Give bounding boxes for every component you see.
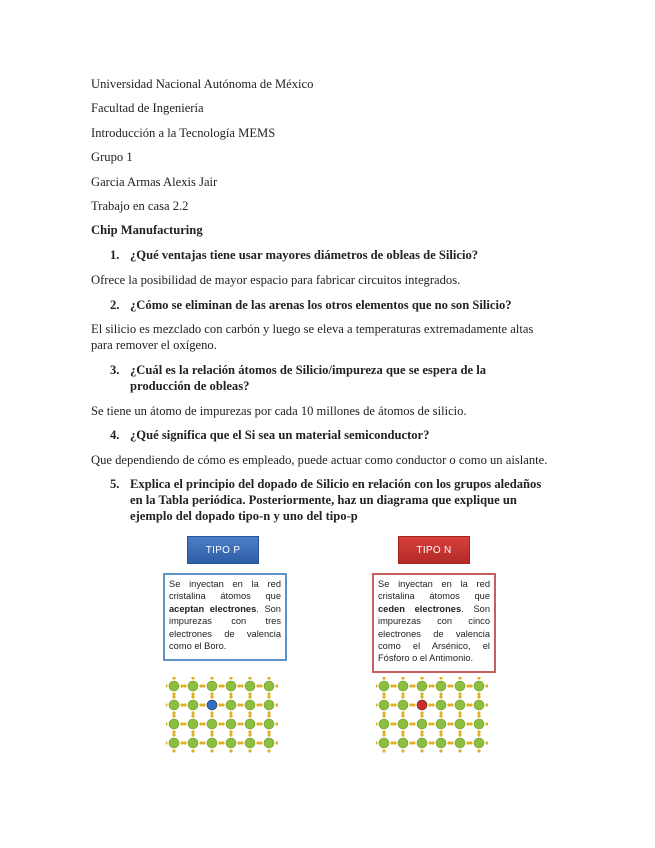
n-lattice-silicon-atom xyxy=(455,681,465,691)
p-lattice-silicon-atom xyxy=(169,700,179,710)
n-lattice-electron xyxy=(412,703,415,706)
n-type-lattice xyxy=(376,677,488,755)
p-lattice-silicon-atom xyxy=(188,719,198,729)
answer-2 xyxy=(91,321,561,353)
n-lattice-electron xyxy=(458,714,461,717)
n-lattice-silicon-atom xyxy=(379,738,389,748)
answer-text: Se tiene un átomo de impurezas por cada 10 millones de átomos de silicio. xyxy=(91,404,467,418)
n-lattice-electron xyxy=(412,741,415,744)
n-lattice-electron xyxy=(477,695,480,698)
n-lattice-electron xyxy=(401,733,404,736)
n-lattice-electron xyxy=(447,703,450,706)
p-lattice-electron xyxy=(191,733,194,736)
n-lattice-electron xyxy=(420,714,423,717)
p-lattice-electron xyxy=(191,711,194,714)
question-3 xyxy=(110,362,486,394)
n-type-label: TIPO N xyxy=(398,536,470,564)
p-lattice-electron xyxy=(240,741,243,744)
p-lattice-electron xyxy=(259,741,262,744)
n-lattice-silicon-atom xyxy=(379,700,389,710)
n-lattice-electron xyxy=(420,692,423,695)
assignment-title: Trabajo en casa 2.2 xyxy=(91,199,189,213)
n-lattice-silicon-atom xyxy=(455,738,465,748)
p-lattice-electron xyxy=(218,741,221,744)
n-lattice-silicon-atom xyxy=(379,681,389,691)
p-lattice-electron xyxy=(267,714,270,717)
p-lattice-electron xyxy=(199,741,202,744)
p-lattice-electron xyxy=(172,730,175,733)
n-lattice-electron xyxy=(431,684,434,687)
n-lattice-electron xyxy=(450,703,453,706)
p-lattice-silicon-atom xyxy=(169,681,179,691)
p-lattice-electron xyxy=(248,677,251,680)
p-lattice-silicon-atom xyxy=(226,681,236,691)
n-lattice-silicon-atom xyxy=(417,719,427,729)
n-lattice-electron xyxy=(420,749,423,752)
n-type-desc-bold: ceden electrones xyxy=(378,603,462,614)
n-lattice-electron xyxy=(439,677,442,680)
p-lattice-silicon-atom xyxy=(245,681,255,691)
p-lattice-electron xyxy=(237,703,240,706)
p-lattice-electron xyxy=(256,722,259,725)
n-lattice-electron xyxy=(477,711,480,714)
n-type-desc-text: Se inyectan en la red cristalina átomos que xyxy=(378,579,490,602)
n-lattice-electron xyxy=(466,684,469,687)
p-lattice-electron xyxy=(210,749,213,752)
p-lattice-silicon-atom xyxy=(226,700,236,710)
n-lattice-electron xyxy=(431,741,434,744)
n-lattice-electron xyxy=(469,703,472,706)
n-lattice-electron xyxy=(469,684,472,687)
p-lattice-electron xyxy=(210,692,213,695)
p-lattice-electron xyxy=(210,677,213,680)
p-lattice-electron xyxy=(275,703,278,706)
p-lattice-electron xyxy=(172,749,175,752)
question-1 xyxy=(110,247,479,263)
p-lattice-silicon-atom xyxy=(226,738,236,748)
n-lattice-electron xyxy=(439,749,442,752)
n-lattice-electron xyxy=(447,722,450,725)
p-lattice-electron xyxy=(267,730,270,733)
p-lattice-electron xyxy=(202,741,205,744)
n-lattice-electron xyxy=(393,703,396,706)
group-name: Grupo 1 xyxy=(91,150,133,164)
answer-text: para remover el oxígeno. xyxy=(91,338,217,352)
answer-text: Ofrece la posibilidad de mayor espacio para fabricar circuitos integrados. xyxy=(91,273,461,287)
p-lattice-electron xyxy=(199,703,202,706)
university-name: Universidad Nacional Autónoma de México xyxy=(91,77,314,91)
p-lattice-electron xyxy=(267,749,270,752)
n-lattice-silicon-atom xyxy=(474,700,484,710)
n-lattice-electron xyxy=(401,711,404,714)
n-lattice-electron xyxy=(412,684,415,687)
p-lattice-electron xyxy=(275,722,278,725)
p-lattice-electron xyxy=(210,733,213,736)
p-lattice-electron xyxy=(172,692,175,695)
p-lattice-electron xyxy=(210,711,213,714)
question-number: 5. xyxy=(110,477,120,491)
p-type-desc-text-end: . Son impurezas con tres electrones de valencia como el Boro. xyxy=(169,603,281,652)
n-lattice-silicon-atom xyxy=(398,700,408,710)
p-lattice-silicon-atom xyxy=(188,681,198,691)
n-lattice-electron xyxy=(401,692,404,695)
p-type-description xyxy=(163,573,287,661)
n-lattice-silicon-atom xyxy=(436,700,446,710)
p-lattice-silicon-atom xyxy=(226,719,236,729)
p-lattice-silicon-atom xyxy=(264,738,274,748)
n-lattice-electron xyxy=(439,730,442,733)
n-lattice-electron xyxy=(393,741,396,744)
p-lattice-electron xyxy=(248,749,251,752)
question-text: ¿Qué ventajas tiene usar mayores diámetros de obleas de Silicio? xyxy=(130,248,479,262)
n-lattice-silicon-atom xyxy=(455,719,465,729)
p-lattice-electron xyxy=(221,741,224,744)
n-lattice-silicon-atom xyxy=(436,738,446,748)
n-lattice-electron xyxy=(447,684,450,687)
p-lattice-silicon-atom xyxy=(245,700,255,710)
n-lattice-electron xyxy=(401,695,404,698)
p-type-lattice xyxy=(166,677,278,755)
p-lattice-electron xyxy=(248,733,251,736)
n-lattice-electron xyxy=(420,730,423,733)
p-lattice-electron xyxy=(237,722,240,725)
answer-text: El silicio es mezclado con carbón y luego se eleva a temperaturas extremadamente altas xyxy=(91,322,534,336)
question-number: 2. xyxy=(110,298,120,312)
p-lattice-electron xyxy=(237,684,240,687)
p-lattice-silicon-atom xyxy=(245,738,255,748)
n-lattice-silicon-atom xyxy=(417,738,427,748)
p-lattice-electron xyxy=(172,711,175,714)
p-lattice-silicon-atom xyxy=(207,738,217,748)
n-lattice-electron xyxy=(428,741,431,744)
p-lattice-electron xyxy=(221,722,224,725)
p-lattice-electron xyxy=(166,741,168,744)
p-lattice-electron xyxy=(229,692,232,695)
n-lattice-electron xyxy=(409,703,412,706)
n-lattice-electron xyxy=(469,722,472,725)
n-lattice-electron xyxy=(458,695,461,698)
p-lattice-electron xyxy=(240,703,243,706)
section-title: Chip Manufacturing xyxy=(91,223,203,237)
n-lattice-electron xyxy=(409,684,412,687)
n-lattice-electron xyxy=(447,741,450,744)
n-lattice-electron xyxy=(382,711,385,714)
answer-1 xyxy=(91,272,561,288)
p-lattice-electron xyxy=(229,733,232,736)
n-lattice-electron xyxy=(485,684,488,687)
p-lattice-electron xyxy=(202,703,205,706)
n-lattice-electron xyxy=(390,684,393,687)
answer-3 xyxy=(91,403,561,419)
p-lattice-electron xyxy=(248,714,251,717)
n-lattice-electron xyxy=(466,722,469,725)
n-lattice-silicon-atom xyxy=(417,681,427,691)
p-lattice-electron xyxy=(166,684,168,687)
p-lattice-electron xyxy=(275,741,278,744)
n-lattice-electron xyxy=(428,722,431,725)
n-lattice-electron xyxy=(428,703,431,706)
p-lattice-electron xyxy=(180,703,183,706)
p-lattice-electron xyxy=(210,714,213,717)
n-lattice-electron xyxy=(439,692,442,695)
p-lattice-electron xyxy=(248,692,251,695)
p-lattice-electron xyxy=(210,695,213,698)
question-text: en la Tabla periódica. Posteriormente, haz un diagrama que explique un xyxy=(130,493,517,507)
p-lattice-electron xyxy=(237,741,240,744)
p-lattice-electron xyxy=(259,684,262,687)
n-lattice-silicon-atom xyxy=(474,681,484,691)
n-lattice-electron xyxy=(485,703,488,706)
p-lattice-electron xyxy=(218,722,221,725)
n-lattice-electron xyxy=(390,741,393,744)
n-lattice-electron xyxy=(458,733,461,736)
p-lattice-electron xyxy=(210,730,213,733)
n-lattice-electron xyxy=(382,730,385,733)
p-lattice-electron xyxy=(191,677,194,680)
n-lattice-electron xyxy=(439,714,442,717)
p-lattice-electron xyxy=(191,714,194,717)
n-lattice-electron xyxy=(458,692,461,695)
p-lattice-electron xyxy=(275,684,278,687)
p-lattice-silicon-atom xyxy=(264,681,274,691)
n-lattice-electron xyxy=(469,741,472,744)
p-lattice-electron xyxy=(218,703,221,706)
n-lattice-electron xyxy=(431,703,434,706)
p-lattice-silicon-atom xyxy=(207,719,217,729)
p-lattice-electron xyxy=(240,684,243,687)
n-type-description xyxy=(372,573,496,673)
n-lattice-electron xyxy=(390,722,393,725)
p-lattice-electron xyxy=(166,703,168,706)
n-lattice-silicon-atom xyxy=(436,719,446,729)
p-lattice-electron xyxy=(256,703,259,706)
p-lattice-electron xyxy=(248,711,251,714)
question-number: 3. xyxy=(110,363,120,377)
n-lattice-electron xyxy=(401,749,404,752)
p-lattice-electron xyxy=(259,722,262,725)
question-text: Explica el principio del dopado de Silicio en relación con los grupos aledaños xyxy=(130,477,542,491)
n-lattice-electron xyxy=(477,677,480,680)
p-lattice-electron xyxy=(172,695,175,698)
n-lattice-electron xyxy=(390,703,393,706)
p-lattice-electron xyxy=(191,749,194,752)
n-type-desc-text-end: . Son impurezas con cinco electrones de valencia como el Arsénico, el Fósforo o el Antimonio. xyxy=(378,603,490,664)
p-lattice-electron xyxy=(267,711,270,714)
p-lattice-silicon-atom xyxy=(264,719,274,729)
p-type-label: TIPO P xyxy=(187,536,259,564)
p-type-desc-text: Se inyectan en la red cristalina átomos que xyxy=(169,579,281,602)
p-lattice-electron xyxy=(248,695,251,698)
p-lattice-electron xyxy=(229,695,232,698)
n-lattice-electron xyxy=(477,733,480,736)
n-lattice-electron xyxy=(458,749,461,752)
n-lattice-electron xyxy=(431,722,434,725)
p-lattice-electron xyxy=(221,703,224,706)
p-lattice-electron xyxy=(191,692,194,695)
n-lattice-electron xyxy=(485,722,488,725)
n-lattice-electron xyxy=(458,711,461,714)
n-lattice-electron xyxy=(376,684,378,687)
n-lattice-silicon-atom xyxy=(455,700,465,710)
n-lattice-dopant-atom xyxy=(417,700,427,710)
n-lattice-electron xyxy=(382,749,385,752)
n-lattice-electron xyxy=(439,695,442,698)
course-name: Introducción a la Tecnología MEMS xyxy=(91,126,276,140)
n-lattice-electron xyxy=(477,730,480,733)
p-lattice-electron xyxy=(183,741,186,744)
n-lattice-electron xyxy=(450,722,453,725)
question-text: producción de obleas? xyxy=(130,379,250,393)
n-lattice-electron xyxy=(376,741,378,744)
question-text: ¿Qué significa que el Si sea un material semiconductor? xyxy=(130,428,430,442)
n-lattice-electron xyxy=(393,722,396,725)
p-lattice-silicon-atom xyxy=(245,719,255,729)
n-lattice-electron xyxy=(450,741,453,744)
p-type-desc-bold: aceptan electrones xyxy=(169,603,257,614)
n-lattice-electron xyxy=(428,684,431,687)
question-text: ejemplo del dopado tipo-n y uno del tipo-p xyxy=(130,509,358,523)
p-lattice-electron xyxy=(221,684,224,687)
n-lattice-electron xyxy=(458,730,461,733)
p-lattice-electron xyxy=(191,695,194,698)
question-2 xyxy=(110,297,512,313)
n-lattice-silicon-atom xyxy=(398,681,408,691)
p-lattice-electron xyxy=(180,684,183,687)
p-lattice-electron xyxy=(199,684,202,687)
n-lattice-electron xyxy=(412,722,415,725)
question-number: 1. xyxy=(110,248,120,262)
p-lattice-electron xyxy=(180,741,183,744)
p-lattice-electron xyxy=(183,684,186,687)
question-number: 4. xyxy=(110,428,120,442)
p-lattice-electron xyxy=(256,684,259,687)
n-lattice-electron xyxy=(382,692,385,695)
p-lattice-electron xyxy=(218,684,221,687)
n-lattice-electron xyxy=(376,722,378,725)
p-lattice-electron xyxy=(229,711,232,714)
n-lattice-silicon-atom xyxy=(398,738,408,748)
n-lattice-electron xyxy=(420,695,423,698)
faculty-name: Facultad de Ingeniería xyxy=(91,101,204,115)
p-lattice-electron xyxy=(199,722,202,725)
n-lattice-silicon-atom xyxy=(474,738,484,748)
n-lattice-electron xyxy=(450,684,453,687)
p-lattice-electron xyxy=(172,733,175,736)
p-lattice-electron xyxy=(229,749,232,752)
p-lattice-electron xyxy=(267,695,270,698)
n-lattice-electron xyxy=(401,730,404,733)
p-lattice-electron xyxy=(259,703,262,706)
p-lattice-electron xyxy=(166,722,168,725)
n-lattice-electron xyxy=(477,749,480,752)
p-lattice-electron xyxy=(248,730,251,733)
p-lattice-electron xyxy=(267,733,270,736)
n-lattice-electron xyxy=(376,703,378,706)
n-lattice-silicon-atom xyxy=(398,719,408,729)
question-text: ¿Cuál es la relación átomos de Silicio/impureza que se espera de la xyxy=(130,363,486,377)
n-lattice-electron xyxy=(477,692,480,695)
p-lattice-electron xyxy=(183,703,186,706)
p-lattice-electron xyxy=(267,677,270,680)
n-lattice-silicon-atom xyxy=(474,719,484,729)
p-lattice-electron xyxy=(172,714,175,717)
p-lattice-silicon-atom xyxy=(169,738,179,748)
n-lattice-electron xyxy=(466,703,469,706)
p-lattice-electron xyxy=(256,741,259,744)
answer-text: Que dependiendo de cómo es empleado, puede actuar como conductor o como un aislante. xyxy=(91,453,548,467)
n-lattice-electron xyxy=(409,722,412,725)
n-lattice-electron xyxy=(458,677,461,680)
n-lattice-electron xyxy=(477,714,480,717)
p-lattice-electron xyxy=(202,684,205,687)
p-lattice-electron xyxy=(229,730,232,733)
answer-4 xyxy=(91,452,561,468)
p-lattice-electron xyxy=(240,722,243,725)
n-lattice-electron xyxy=(382,695,385,698)
n-lattice-electron xyxy=(382,714,385,717)
p-lattice-electron xyxy=(229,677,232,680)
p-lattice-electron xyxy=(191,730,194,733)
n-lattice-electron xyxy=(466,741,469,744)
n-lattice-electron xyxy=(401,714,404,717)
n-lattice-electron xyxy=(393,684,396,687)
n-lattice-electron xyxy=(420,677,423,680)
n-lattice-silicon-atom xyxy=(379,719,389,729)
p-lattice-silicon-atom xyxy=(207,681,217,691)
n-lattice-electron xyxy=(401,677,404,680)
student-name: Garcia Armas Alexis Jair xyxy=(91,175,218,189)
p-lattice-silicon-atom xyxy=(264,700,274,710)
p-lattice-electron xyxy=(202,722,205,725)
n-lattice-electron xyxy=(439,711,442,714)
n-lattice-electron xyxy=(420,711,423,714)
p-lattice-electron xyxy=(183,722,186,725)
question-5 xyxy=(110,476,542,524)
n-lattice-electron xyxy=(382,677,385,680)
p-lattice-electron xyxy=(229,714,232,717)
n-lattice-silicon-atom xyxy=(436,681,446,691)
n-lattice-electron xyxy=(409,741,412,744)
p-lattice-dopant-atom xyxy=(207,700,217,710)
p-lattice-electron xyxy=(267,692,270,695)
question-4 xyxy=(110,427,430,443)
n-lattice-electron xyxy=(485,741,488,744)
p-lattice-electron xyxy=(172,677,175,680)
question-text: ¿Cómo se eliminan de las arenas los otros elementos que no son Silicio? xyxy=(130,298,512,312)
n-lattice-electron xyxy=(420,733,423,736)
p-lattice-silicon-atom xyxy=(188,738,198,748)
p-lattice-silicon-atom xyxy=(188,700,198,710)
p-lattice-electron xyxy=(180,722,183,725)
p-lattice-silicon-atom xyxy=(169,719,179,729)
n-lattice-electron xyxy=(439,733,442,736)
n-lattice-electron xyxy=(382,733,385,736)
